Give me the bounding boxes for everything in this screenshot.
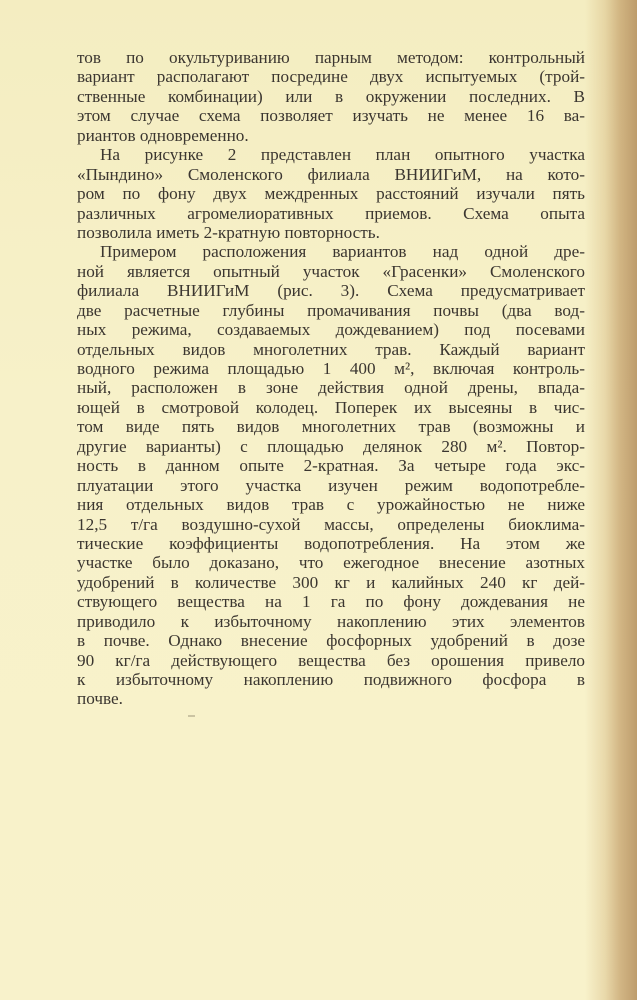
text-line: участке было доказано, что ежегодное внесение азотных bbox=[77, 553, 585, 573]
text-line: тов по окультуриванию парным методом: контрольный bbox=[77, 48, 585, 67]
text-line: ния отдельных видов трав с урожайностью не ниже bbox=[77, 495, 585, 515]
text-line: водного режима площадью 1 400 м², включая контроль- bbox=[77, 359, 585, 378]
text-line: почве. bbox=[77, 689, 123, 709]
text-line: в почве. Однако внесение фосфорных удобрений в дозе bbox=[77, 631, 585, 651]
text-line: «Пындино» Смоленского филиала ВНИИГиМ, на кото- bbox=[77, 164, 585, 184]
text-line: 12,5 т/га воздушно-сухой массы, определены биоклима- bbox=[77, 514, 585, 534]
text-line: ром по фону двух междренных расстояний изучали пять bbox=[77, 184, 585, 204]
text-line: ственные комбинации) или в окружении последних. В bbox=[77, 86, 585, 106]
text-line: том виде пять видов многолетних трав (возможны и bbox=[77, 417, 585, 437]
text-line: ных режима, создаваемых дождеванием) под посевами bbox=[77, 320, 585, 340]
text-line: Примером расположения вариантов над одной дре- bbox=[100, 242, 585, 262]
text-line: две расчетные глубины промачивания почвы (два вод- bbox=[77, 300, 585, 320]
text-line: ный, расположен в зоне действия одной дрены, впада- bbox=[77, 378, 585, 398]
text-line: ной является опытный участок «Грасенки» Смоленского bbox=[77, 261, 585, 281]
text-line: филиала ВНИИГиМ (рис. 3). Схема предусматривает bbox=[77, 281, 585, 301]
text-line: ность в данном опыте 2-кратная. За четыре года экс- bbox=[77, 456, 585, 476]
text-line: ющей в смотровой колодец. Поперек их высеяны в чис- bbox=[77, 397, 585, 417]
text-line: отдельных видов многолетних трав. Каждый вариант bbox=[77, 339, 585, 359]
print-mark bbox=[188, 715, 195, 717]
text-line: На рисунке 2 представлен план опытного участка bbox=[100, 145, 585, 165]
text-line: этом случае схема позволяет изучать не менее 16 ва- bbox=[77, 106, 585, 126]
text-line: приводило к избыточному накоплению этих элементов bbox=[77, 611, 585, 631]
text-line: различных агромелиоративных приемов. Схема опыта bbox=[77, 203, 585, 223]
body-text bbox=[77, 48, 585, 709]
text-line: удобрений в количестве 300 кг и калийных 240 кг дей- bbox=[77, 572, 585, 592]
text-line: риантов одновременно. bbox=[77, 125, 249, 145]
text-line: тические коэффициенты водопотребления. На этом же bbox=[77, 533, 585, 553]
text-line: 90 кг/га действующего вещества без орошения привело bbox=[77, 650, 585, 670]
text-line: вариант располагают посредине двух испытуемых (трой- bbox=[77, 67, 585, 87]
text-line: ствующего вещества на 1 га по фону дождевания не bbox=[77, 592, 585, 612]
text-line: позволила иметь 2-кратную повторность. bbox=[77, 222, 380, 242]
text-line: к избыточному накоплению подвижного фосфора в bbox=[77, 670, 585, 689]
text-line: плуатации этого участка изучен режим водопотребле- bbox=[77, 475, 585, 495]
text-line: другие варианты) с площадью делянок 280 м². Повтор- bbox=[77, 436, 585, 456]
